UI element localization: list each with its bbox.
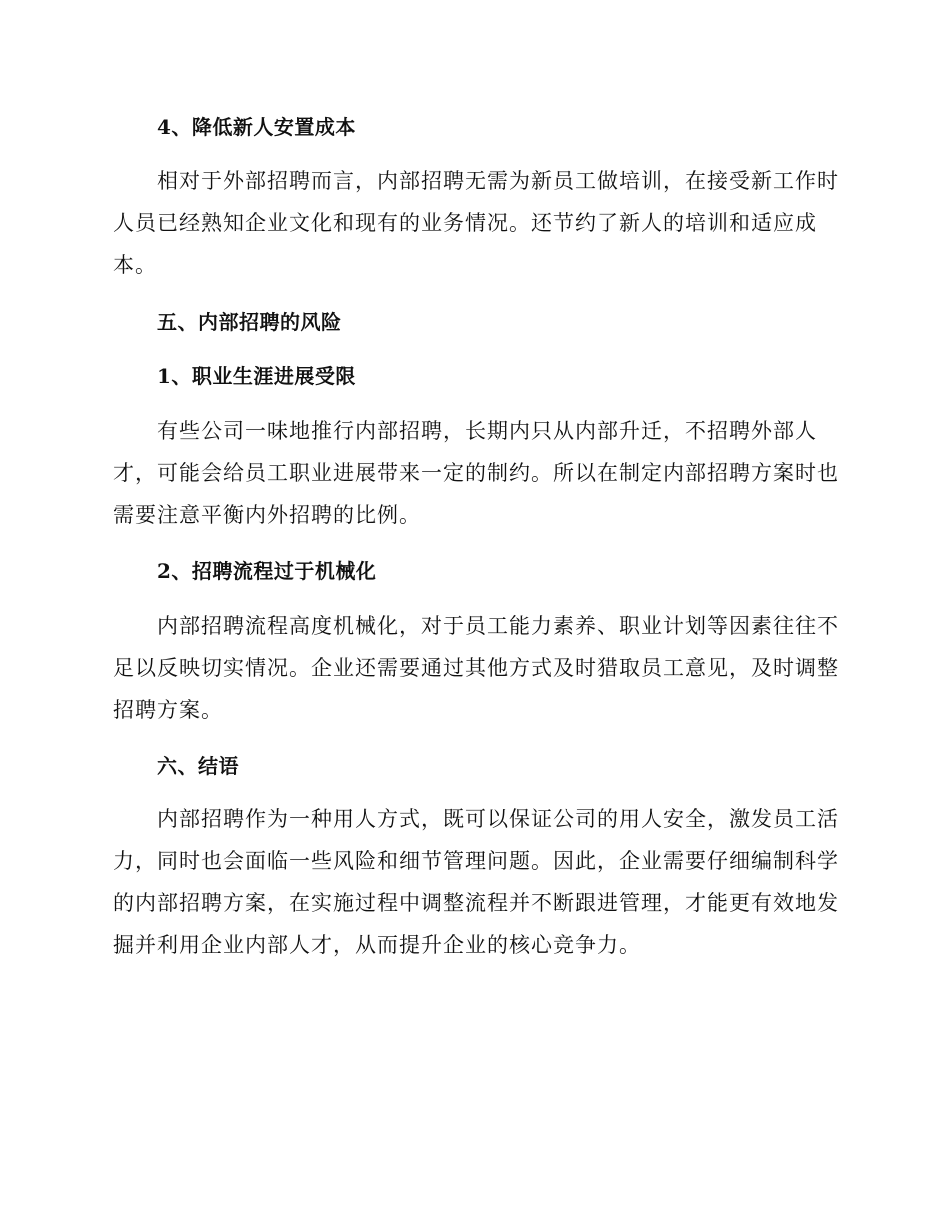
- paragraph-line: 需要注意平衡内外招聘的比例。: [113, 503, 421, 527]
- paragraph-line: 招聘方案。: [113, 698, 223, 722]
- paragraph-line: 本。: [113, 253, 157, 277]
- paragraph-line: 的内部招聘方案，在实施过程中调整流程并不断跟进管理，才能更有效地发: [113, 891, 839, 915]
- heading-reduce-onboarding-cost: 4、降低新人安置成本: [157, 115, 356, 139]
- paragraph-line: 人员已经熟知企业文化和现有的业务情况。还节约了新人的培训和适应成: [113, 211, 817, 235]
- paragraph-career-progress-limited: [113, 410, 839, 536]
- heading-career-progress-limited: 1、职业生涯进展受限: [157, 364, 356, 388]
- heading-process-too-mechanical: 2、招聘流程过于机械化: [157, 559, 377, 583]
- paragraph-line: 才，可能会给员工职业进展带来一定的制约。所以在制定内部招聘方案时也: [113, 461, 839, 485]
- paragraph-line: 掘并利用企业内部人才，从而提升企业的核心竞争力。: [113, 933, 641, 957]
- paragraph-conclusion: [113, 798, 839, 966]
- paragraph-line: 有些公司一味地推行内部招聘，长期内只从内部升迁，不招聘外部人: [157, 419, 817, 443]
- paragraph-line: 相对于外部招聘而言，内部招聘无需为新员工做培训，在接受新工作时: [157, 169, 839, 193]
- paragraph-line: 内部招聘流程高度机械化，对于员工能力素养、职业计划等因素往往不: [157, 614, 839, 638]
- paragraph-process-too-mechanical: [113, 605, 839, 731]
- paragraph-reduce-onboarding-cost: [113, 160, 839, 286]
- paragraph-line: 足以反映切实情况。企业还需要通过其他方式及时猎取员工意见，及时调整: [113, 656, 839, 680]
- heading-conclusion: 六、结语: [157, 754, 239, 778]
- paragraph-line: 内部招聘作为一种用人方式，既可以保证公司的用人安全，激发员工活: [157, 807, 839, 831]
- paragraph-line: 力，同时也会面临一些风险和细节管理问题。因此，企业需要仔细编制科学: [113, 849, 839, 873]
- heading-internal-recruiting-risks: 五、内部招聘的风险: [157, 310, 342, 334]
